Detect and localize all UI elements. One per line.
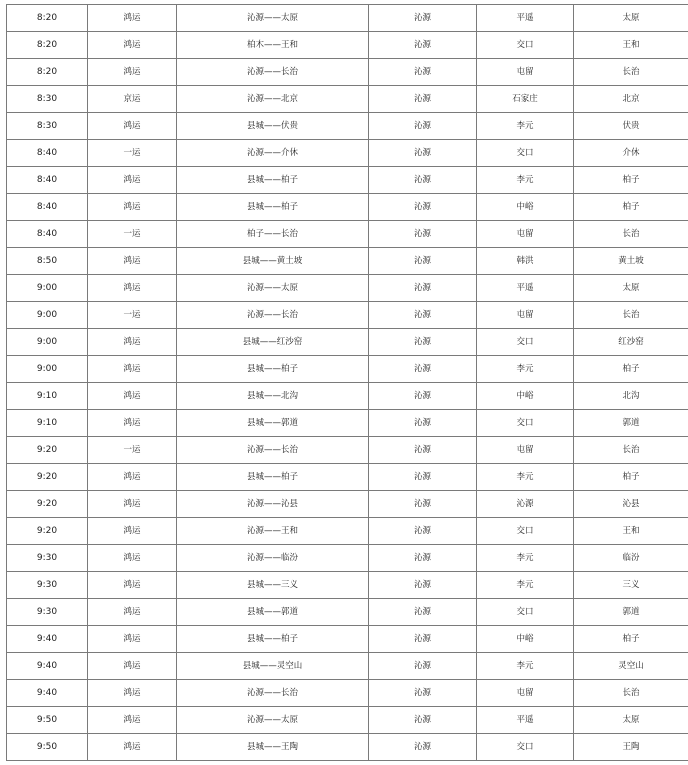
departure-time-cell: 9:40 — [7, 653, 88, 680]
via-stop-cell: 交口 — [477, 32, 574, 59]
destination-cell: 太原 — [574, 275, 688, 302]
via-stop-cell: 平遥 — [477, 707, 574, 734]
destination-cell: 长治 — [574, 59, 688, 86]
bus-company-cell: 一运 — [88, 302, 177, 329]
table-row — [7, 464, 688, 491]
departure-time-cell: 8:40 — [7, 221, 88, 248]
bus-company-cell: 鸿运 — [88, 626, 177, 653]
bus-company-cell: 鸿运 — [88, 599, 177, 626]
via-stop-cell: 交口 — [477, 140, 574, 167]
destination-cell: 长治 — [574, 680, 688, 707]
route-cell: 县城——王陶 — [177, 734, 369, 761]
via-stop-cell: 韩洪 — [477, 248, 574, 275]
origin-cell: 沁源 — [369, 275, 477, 302]
route-cell: 沁源——长治 — [177, 302, 369, 329]
via-stop-cell: 中峪 — [477, 194, 574, 221]
destination-cell: 王和 — [574, 518, 688, 545]
destination-cell: 黄土坡 — [574, 248, 688, 275]
via-stop-cell: 屯留 — [477, 680, 574, 707]
bus-company-cell: 鸿运 — [88, 653, 177, 680]
route-cell: 县城——郭道 — [177, 410, 369, 437]
table-row — [7, 167, 688, 194]
destination-cell: 长治 — [574, 221, 688, 248]
origin-cell: 沁源 — [369, 167, 477, 194]
table-row — [7, 626, 688, 653]
table-row — [7, 356, 688, 383]
destination-cell: 介休 — [574, 140, 688, 167]
bus-company-cell: 鸿运 — [88, 329, 177, 356]
destination-cell: 伏贵 — [574, 113, 688, 140]
origin-cell: 沁源 — [369, 32, 477, 59]
via-stop-cell: 交口 — [477, 734, 574, 761]
destination-cell: 柏子 — [574, 167, 688, 194]
route-cell: 县城——柏子 — [177, 356, 369, 383]
departure-time-cell: 9:10 — [7, 410, 88, 437]
via-stop-cell: 屯留 — [477, 221, 574, 248]
bus-company-cell: 鸿运 — [88, 383, 177, 410]
route-cell: 沁源——介休 — [177, 140, 369, 167]
table-row — [7, 734, 688, 761]
via-stop-cell: 交口 — [477, 518, 574, 545]
table-row — [7, 572, 688, 599]
origin-cell: 沁源 — [369, 437, 477, 464]
bus-company-cell: 鸿运 — [88, 734, 177, 761]
bus-company-cell: 鸿运 — [88, 167, 177, 194]
route-cell: 县城——柏子 — [177, 464, 369, 491]
route-cell: 柏木——王和 — [177, 32, 369, 59]
via-stop-cell: 交口 — [477, 329, 574, 356]
destination-cell: 临汾 — [574, 545, 688, 572]
bus-schedule-table — [6, 4, 688, 761]
table-row — [7, 410, 688, 437]
origin-cell: 沁源 — [369, 140, 477, 167]
bus-company-cell: 鸿运 — [88, 680, 177, 707]
destination-cell: 王和 — [574, 32, 688, 59]
via-stop-cell: 李元 — [477, 545, 574, 572]
bus-company-cell: 鸿运 — [88, 464, 177, 491]
route-cell: 沁源——临汾 — [177, 545, 369, 572]
destination-cell: 柏子 — [574, 194, 688, 221]
table-row — [7, 491, 688, 518]
departure-time-cell: 9:50 — [7, 707, 88, 734]
origin-cell: 沁源 — [369, 5, 477, 32]
route-cell: 沁源——太原 — [177, 275, 369, 302]
departure-time-cell: 9:30 — [7, 572, 88, 599]
origin-cell: 沁源 — [369, 680, 477, 707]
bus-company-cell: 一运 — [88, 221, 177, 248]
table-row — [7, 32, 688, 59]
route-cell: 县城——柏子 — [177, 626, 369, 653]
origin-cell: 沁源 — [369, 626, 477, 653]
route-cell: 县城——郭道 — [177, 599, 369, 626]
table-row — [7, 194, 688, 221]
bus-company-cell: 鸿运 — [88, 356, 177, 383]
destination-cell: 太原 — [574, 5, 688, 32]
table-row — [7, 59, 688, 86]
route-cell: 沁源——太原 — [177, 707, 369, 734]
departure-time-cell: 9:50 — [7, 734, 88, 761]
bus-company-cell: 鸿运 — [88, 518, 177, 545]
departure-time-cell: 9:20 — [7, 464, 88, 491]
via-stop-cell: 李元 — [477, 464, 574, 491]
route-cell: 县城——黄土坡 — [177, 248, 369, 275]
route-cell: 县城——三义 — [177, 572, 369, 599]
origin-cell: 沁源 — [369, 491, 477, 518]
bus-company-cell: 京运 — [88, 86, 177, 113]
departure-time-cell: 8:30 — [7, 86, 88, 113]
bus-company-cell: 鸿运 — [88, 707, 177, 734]
origin-cell: 沁源 — [369, 248, 477, 275]
departure-time-cell: 8:20 — [7, 32, 88, 59]
via-stop-cell: 李元 — [477, 356, 574, 383]
destination-cell: 北京 — [574, 86, 688, 113]
origin-cell: 沁源 — [369, 221, 477, 248]
table-row — [7, 680, 688, 707]
table-row — [7, 329, 688, 356]
departure-time-cell: 8:40 — [7, 167, 88, 194]
destination-cell: 王陶 — [574, 734, 688, 761]
destination-cell: 长治 — [574, 437, 688, 464]
origin-cell: 沁源 — [369, 194, 477, 221]
route-cell: 县城——柏子 — [177, 167, 369, 194]
bus-company-cell: 鸿运 — [88, 491, 177, 518]
origin-cell: 沁源 — [369, 383, 477, 410]
route-cell: 县城——北沟 — [177, 383, 369, 410]
departure-time-cell: 8:40 — [7, 194, 88, 221]
origin-cell: 沁源 — [369, 707, 477, 734]
origin-cell: 沁源 — [369, 464, 477, 491]
route-cell: 沁源——长治 — [177, 59, 369, 86]
route-cell: 沁源——长治 — [177, 680, 369, 707]
via-stop-cell: 屯留 — [477, 437, 574, 464]
origin-cell: 沁源 — [369, 734, 477, 761]
departure-time-cell: 9:30 — [7, 599, 88, 626]
route-cell: 县城——伏贵 — [177, 113, 369, 140]
destination-cell: 红沙窑 — [574, 329, 688, 356]
via-stop-cell: 李元 — [477, 653, 574, 680]
route-cell: 县城——红沙窑 — [177, 329, 369, 356]
destination-cell: 柏子 — [574, 356, 688, 383]
origin-cell: 沁源 — [369, 572, 477, 599]
destination-cell: 郭道 — [574, 410, 688, 437]
bus-company-cell: 鸿运 — [88, 113, 177, 140]
departure-time-cell: 9:20 — [7, 437, 88, 464]
table-row — [7, 86, 688, 113]
table-row — [7, 653, 688, 680]
table-row — [7, 518, 688, 545]
destination-cell: 三义 — [574, 572, 688, 599]
table-row — [7, 275, 688, 302]
departure-time-cell: 9:00 — [7, 356, 88, 383]
bus-company-cell: 鸿运 — [88, 194, 177, 221]
bus-company-cell: 鸿运 — [88, 410, 177, 437]
via-stop-cell: 平遥 — [477, 275, 574, 302]
via-stop-cell: 李元 — [477, 167, 574, 194]
origin-cell: 沁源 — [369, 410, 477, 437]
via-stop-cell: 石家庄 — [477, 86, 574, 113]
via-stop-cell: 沁源 — [477, 491, 574, 518]
route-cell: 沁源——太原 — [177, 5, 369, 32]
bus-company-cell: 鸿运 — [88, 5, 177, 32]
origin-cell: 沁源 — [369, 599, 477, 626]
table-row — [7, 545, 688, 572]
departure-time-cell: 8:40 — [7, 140, 88, 167]
table-row — [7, 140, 688, 167]
via-stop-cell: 屯留 — [477, 59, 574, 86]
departure-time-cell: 9:10 — [7, 383, 88, 410]
departure-time-cell: 9:00 — [7, 275, 88, 302]
origin-cell: 沁源 — [369, 329, 477, 356]
table-row — [7, 248, 688, 275]
table-row — [7, 221, 688, 248]
route-cell: 沁源——长治 — [177, 437, 369, 464]
origin-cell: 沁源 — [369, 518, 477, 545]
table-row — [7, 302, 688, 329]
bus-company-cell: 鸿运 — [88, 248, 177, 275]
departure-time-cell: 8:20 — [7, 59, 88, 86]
route-cell: 县城——灵空山 — [177, 653, 369, 680]
departure-time-cell: 9:20 — [7, 491, 88, 518]
via-stop-cell: 李元 — [477, 572, 574, 599]
destination-cell: 长治 — [574, 302, 688, 329]
table-row — [7, 5, 688, 32]
route-cell: 柏子——长治 — [177, 221, 369, 248]
via-stop-cell: 交口 — [477, 410, 574, 437]
bus-company-cell: 鸿运 — [88, 32, 177, 59]
table-row — [7, 707, 688, 734]
destination-cell: 柏子 — [574, 464, 688, 491]
table-row — [7, 113, 688, 140]
destination-cell: 郭道 — [574, 599, 688, 626]
origin-cell: 沁源 — [369, 356, 477, 383]
route-cell: 沁源——王和 — [177, 518, 369, 545]
via-stop-cell: 屯留 — [477, 302, 574, 329]
departure-time-cell: 9:20 — [7, 518, 88, 545]
departure-time-cell: 9:40 — [7, 680, 88, 707]
origin-cell: 沁源 — [369, 86, 477, 113]
table-row — [7, 437, 688, 464]
departure-time-cell: 9:00 — [7, 329, 88, 356]
via-stop-cell: 李元 — [477, 113, 574, 140]
origin-cell: 沁源 — [369, 59, 477, 86]
departure-time-cell: 8:30 — [7, 113, 88, 140]
destination-cell: 太原 — [574, 707, 688, 734]
origin-cell: 沁源 — [369, 302, 477, 329]
origin-cell: 沁源 — [369, 545, 477, 572]
bus-company-cell: 鸿运 — [88, 275, 177, 302]
destination-cell: 灵空山 — [574, 653, 688, 680]
via-stop-cell: 交口 — [477, 599, 574, 626]
destination-cell: 北沟 — [574, 383, 688, 410]
destination-cell: 沁县 — [574, 491, 688, 518]
origin-cell: 沁源 — [369, 113, 477, 140]
via-stop-cell: 中峪 — [477, 383, 574, 410]
via-stop-cell: 中峪 — [477, 626, 574, 653]
table-row — [7, 383, 688, 410]
via-stop-cell: 平遥 — [477, 5, 574, 32]
bus-company-cell: 鸿运 — [88, 572, 177, 599]
departure-time-cell: 8:50 — [7, 248, 88, 275]
bus-company-cell: 鸿运 — [88, 545, 177, 572]
bus-company-cell: 一运 — [88, 140, 177, 167]
route-cell: 沁源——北京 — [177, 86, 369, 113]
origin-cell: 沁源 — [369, 653, 477, 680]
departure-time-cell: 9:30 — [7, 545, 88, 572]
route-cell: 沁源——沁县 — [177, 491, 369, 518]
schedule-body — [7, 5, 688, 761]
bus-company-cell: 鸿运 — [88, 59, 177, 86]
departure-time-cell: 9:00 — [7, 302, 88, 329]
table-row — [7, 599, 688, 626]
departure-time-cell: 8:20 — [7, 5, 88, 32]
bus-company-cell: 一运 — [88, 437, 177, 464]
route-cell: 县城——柏子 — [177, 194, 369, 221]
departure-time-cell: 9:40 — [7, 626, 88, 653]
destination-cell: 柏子 — [574, 626, 688, 653]
